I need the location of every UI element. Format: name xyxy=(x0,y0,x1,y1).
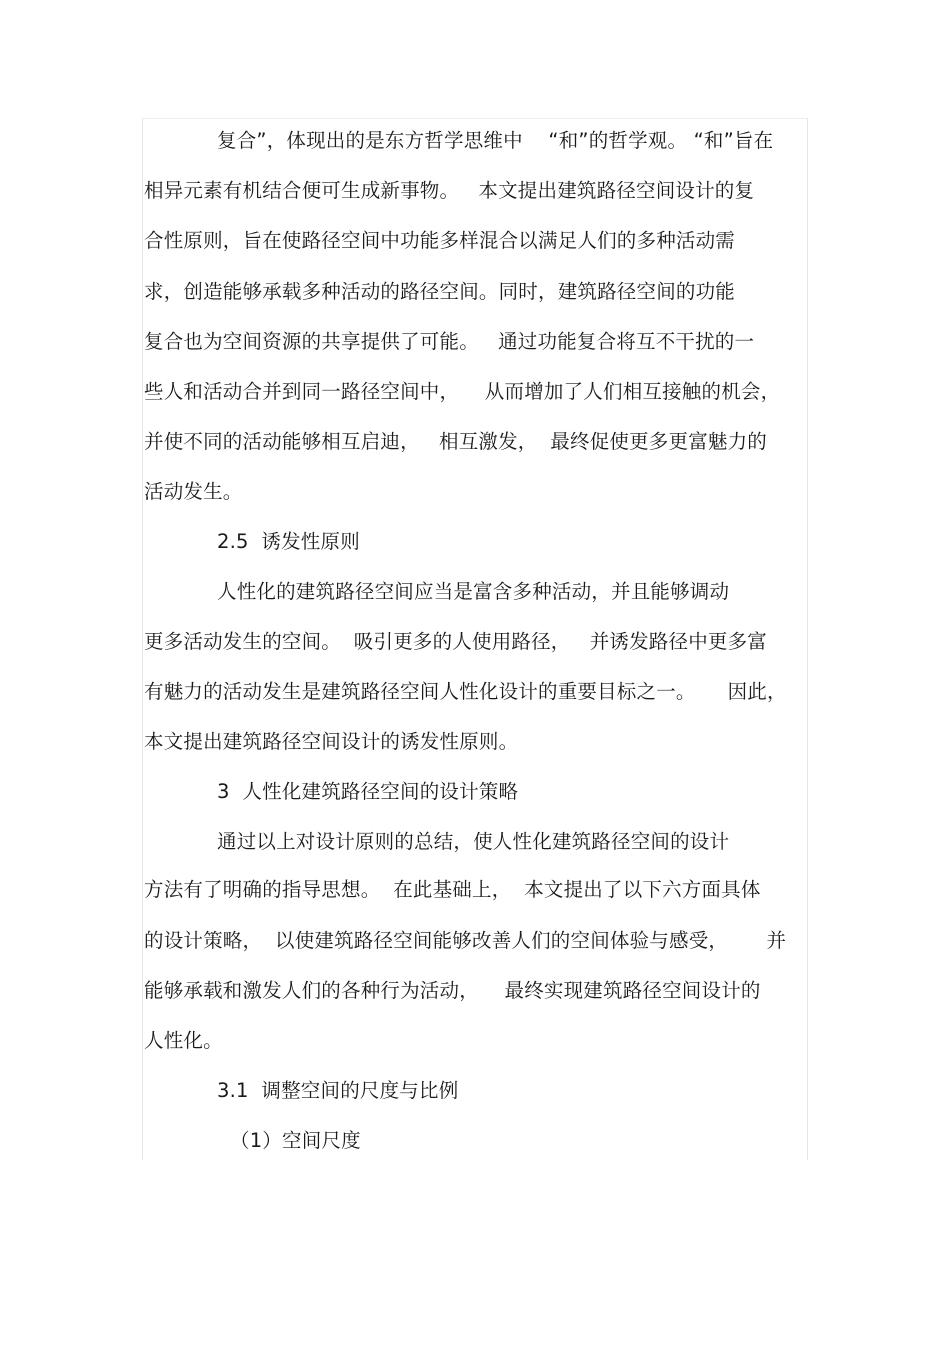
paragraph-line: 复合也为空间资源的共享提供了可能。 通过功能复合将互不干扰的一 xyxy=(144,330,755,353)
paragraph-line: 合性原则，旨在使路径空间中功能多样混合以满足人们的多种活动需 xyxy=(144,229,736,252)
paragraph-line: 求，创造能够承载多种活动的路径空间。同时，建筑路径空间的功能 xyxy=(144,280,736,303)
subsection-heading: 3.1 调整空间的尺度与比例 xyxy=(217,1079,459,1102)
paragraph-line: 方法有了明确的指导思想。 在此基础上， 本文提出了以下六方面具体 xyxy=(144,878,761,901)
paragraph-line: 并使不同的活动能够相互启迪， 相互激发， 最终促使更多更富魅力的 xyxy=(144,430,767,453)
paragraph-line: 些人和活动合并到同一路径空间中， 从而增加了人们相互接触的机会， xyxy=(144,380,781,403)
paragraph-line: 通过以上对设计原则的总结，使人性化建筑路径空间的设计 xyxy=(217,830,730,853)
paragraph-line: 活动发生。 xyxy=(144,480,243,503)
paragraph-line: 的设计策略， 以使建筑路径空间能够改善人们的空间体验与感受， 并 xyxy=(144,929,787,952)
section-heading: 3 人性化建筑路径空间的设计策略 xyxy=(217,780,519,803)
paragraph-line: 能够承载和激发人们的各种行为活动， 最终实现建筑路径空间设计的 xyxy=(144,979,761,1002)
paragraph-line: 人性化的建筑路径空间应当是富含多种活动，并且能够调动 xyxy=(217,580,730,603)
sub-item-heading: （1）空间尺度 xyxy=(230,1129,361,1152)
paragraph-line: 复合”，体现出的是东方哲学思维中 “和”的哲学观。 “和”旨在 xyxy=(217,129,774,152)
section-heading: 2.5 诱发性原则 xyxy=(217,530,360,553)
paragraph-line: 人性化。 xyxy=(144,1029,223,1052)
paragraph-line: 更多活动发生的空间。 吸引更多的人使用路径， 并诱发路径中更多富 xyxy=(144,630,767,653)
paragraph-line: 相异元素有机结合便可生成新事物。 本文提出建筑路径空间设计的复 xyxy=(144,179,755,202)
paragraph-line: 有魅力的活动发生是建筑路径空间人性化设计的重要目标之一。 因此， xyxy=(144,680,787,703)
paragraph-line: 本文提出建筑路径空间设计的诱发性原则。 xyxy=(144,730,519,753)
